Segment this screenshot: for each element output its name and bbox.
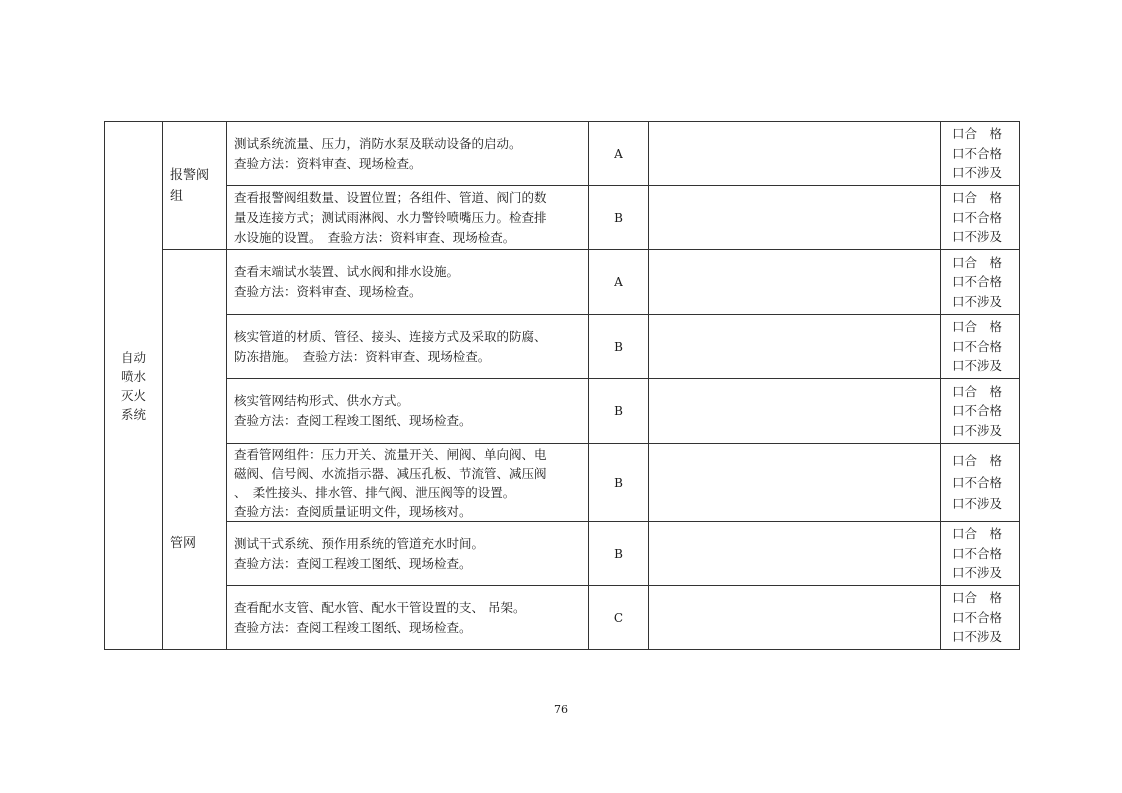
- group-name-cell: 管网: [163, 250, 227, 650]
- option-pass[interactable]: 口合 格: [952, 526, 1003, 542]
- result-cell[interactable]: [649, 444, 941, 522]
- option-na[interactable]: 口不涉及: [952, 229, 1003, 245]
- check-description: 核实管网结构形式、供水方式。 查验方法：查阅工程竣工图纸、现场检查。: [227, 379, 589, 444]
- option-na[interactable]: 口不涉及: [952, 293, 1003, 309]
- option-pass[interactable]: 口合 格: [952, 453, 1003, 469]
- check-level: B: [589, 522, 649, 586]
- option-na[interactable]: 口不涉及: [952, 422, 1003, 438]
- system-name-cell: 自动 喷水 灭火 系统: [105, 122, 163, 650]
- option-pass[interactable]: 口合 格: [952, 190, 1003, 206]
- result-cell[interactable]: [649, 379, 941, 444]
- check-level: B: [589, 186, 649, 250]
- table-row: [105, 250, 1020, 315]
- option-pass[interactable]: 口合 格: [952, 383, 1003, 399]
- check-level: A: [589, 122, 649, 186]
- option-fail[interactable]: 口不合格: [952, 145, 1003, 161]
- table-row: [105, 444, 1020, 522]
- option-fail[interactable]: 口不合格: [952, 545, 1003, 561]
- check-level: C: [589, 586, 649, 650]
- table-row: [105, 379, 1020, 444]
- option-fail[interactable]: 口不合格: [952, 474, 1003, 490]
- table-row: [105, 122, 1020, 186]
- option-fail[interactable]: 口不合格: [952, 338, 1003, 354]
- result-cell[interactable]: [649, 522, 941, 586]
- option-pass[interactable]: 口合 格: [952, 254, 1003, 270]
- result-cell[interactable]: [649, 250, 941, 315]
- check-description: 查看配水支管、配水管、配水干管设置的支、 吊架。 查验方法：查阅工程竣工图纸、现场检查。: [227, 586, 589, 650]
- result-options[interactable]: [941, 250, 1020, 315]
- option-fail[interactable]: 口不合格: [952, 209, 1003, 225]
- check-level: B: [589, 444, 649, 522]
- option-pass[interactable]: 口合 格: [952, 126, 1003, 142]
- table-row: [105, 315, 1020, 379]
- option-na[interactable]: 口不涉及: [952, 358, 1003, 374]
- check-description: 核实管道的材质、管径、接头、连接方式及采取的防腐、 防冻措施。 查验方法：资料审查、现场检查。: [227, 315, 589, 379]
- check-level: A: [589, 250, 649, 315]
- result-cell[interactable]: [649, 186, 941, 250]
- option-na[interactable]: 口不涉及: [952, 496, 1003, 512]
- result-options[interactable]: [941, 186, 1020, 250]
- result-cell[interactable]: [649, 586, 941, 650]
- check-description: 查看管网组件：压力开关、流量开关、闸阀、单向阀、电 磁阀、信号阀、水流指示器、减压孔板、节流管、减压阀 、 柔性接头、排水管、排气阀、泄压阀等的设置。 查验方法：查阅质量证明文件，现场核对。: [227, 444, 589, 522]
- option-fail[interactable]: 口不合格: [952, 274, 1003, 290]
- option-pass[interactable]: 口合 格: [952, 319, 1003, 335]
- result-options[interactable]: [941, 122, 1020, 186]
- result-options[interactable]: [941, 522, 1020, 586]
- check-level: B: [589, 315, 649, 379]
- option-na[interactable]: 口不涉及: [952, 165, 1003, 181]
- result-options[interactable]: [941, 444, 1020, 522]
- inspection-table: [104, 121, 1020, 650]
- page-number: 76: [554, 703, 568, 716]
- check-description: 测试干式系统、预作用系统的管道充水时间。 查验方法：查阅工程竣工图纸、现场检查。: [227, 522, 589, 586]
- option-pass[interactable]: 口合 格: [952, 590, 1003, 606]
- option-fail[interactable]: 口不合格: [952, 403, 1003, 419]
- result-options[interactable]: [941, 379, 1020, 444]
- group-name-cell: 报警阀 组: [163, 122, 227, 250]
- result-options[interactable]: [941, 315, 1020, 379]
- table-row: [105, 522, 1020, 586]
- result-cell[interactable]: [649, 315, 941, 379]
- table-row: [105, 186, 1020, 250]
- option-fail[interactable]: 口不合格: [952, 609, 1003, 625]
- check-description: 查看报警阀组数量、设置位置；各组件、管道、阀门的数 量及连接方式；测试雨淋阀、水力警铃喷嘴压力。检查排 水设施的设置。 查验方法：资料审查、现场检查。: [227, 186, 589, 250]
- check-description: 查看末端试水装置、试水阀和排水设施。 查验方法：资料审查、现场检查。: [227, 250, 589, 315]
- result-cell[interactable]: [649, 122, 941, 186]
- option-na[interactable]: 口不涉及: [952, 629, 1003, 645]
- check-level: B: [589, 379, 649, 444]
- option-na[interactable]: 口不涉及: [952, 565, 1003, 581]
- check-description: 测试系统流量、压力，消防水泵及联动设备的启动。 查验方法：资料审查、现场检查。: [227, 122, 589, 186]
- result-options[interactable]: [941, 586, 1020, 650]
- table-row: [105, 586, 1020, 650]
